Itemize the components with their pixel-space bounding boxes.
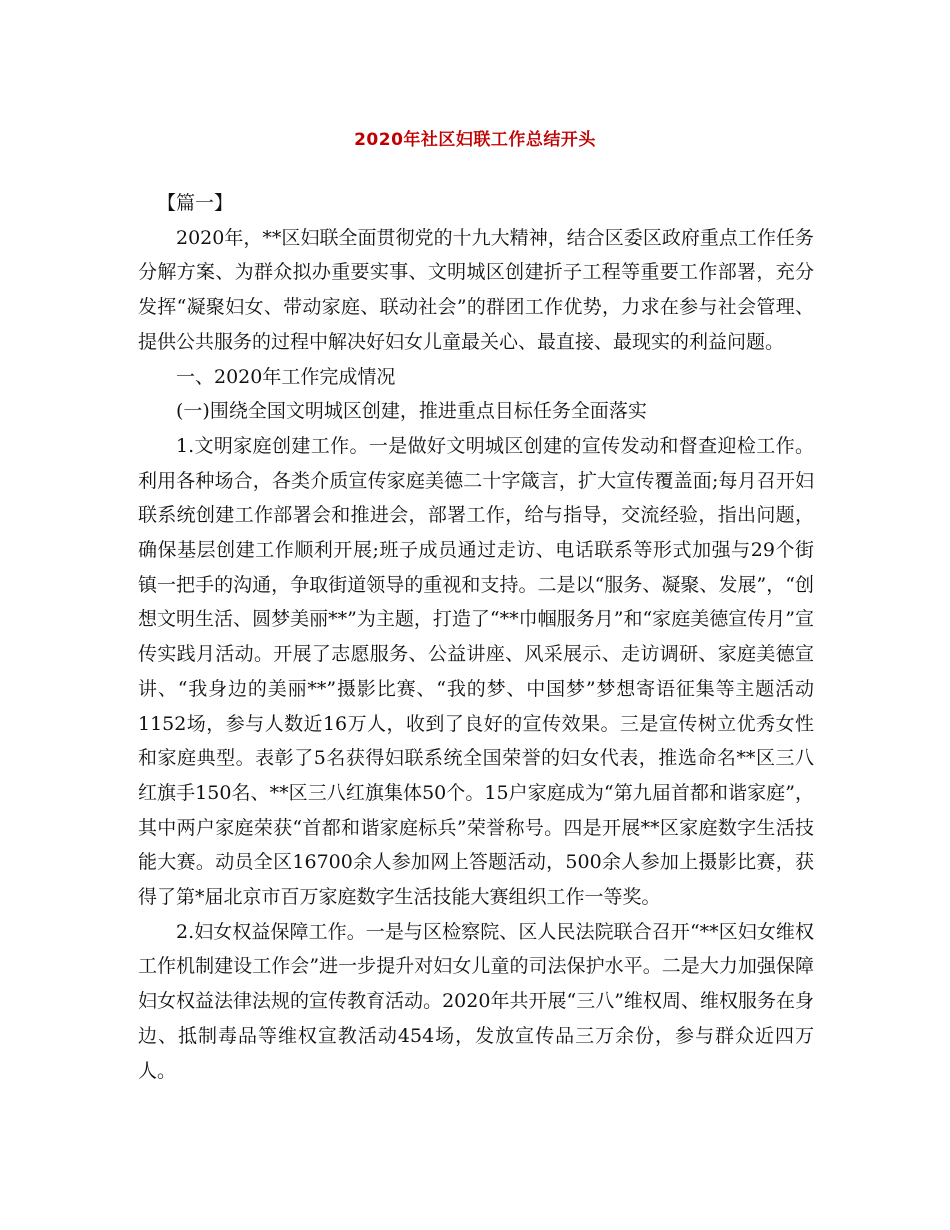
paragraph-rights-protection: 2.妇女权益保障工作。一是与区检察院、区人民法院联合召开“**区妇女维权工作机制建设工作会”进一步提升对妇女儿童的司法保护水平。二是大力加强保障妇女权益法律法规的宣传教育活动。2020年共开展“三八”维权周、维权服务在身边、抵制毒品等维权宣教活动454场，发放宣传品三万余份，参与群众近四万人。: [138, 920, 814, 1082]
heading-work-completion: 一、2020年工作完成情况: [176, 365, 396, 388]
document-body: [138, 186, 814, 1088]
document-title: 2020年社区妇联工作总结开头: [354, 130, 596, 150]
paragraph-family-creation: 1.文明家庭创建工作。一是做好文明城区创建的宣传发动和督查迎检工作。利用各种场合，各类介质宣传家庭美德二十字箴言，扩大宣传覆盖面;每月召开妇联系统创建工作部署会和推进会，部署工作，给与指导，交流经验，指出问题，确保基层创建工作顺利开展;班子成员通过走访、电话联系等形式加强与29个街镇一把手的沟通，争取街道领导的重视和支持。二是以“服务、凝聚、发展”，“创想文明生活、圆梦美丽**”为主题，打造了“**巾帼服务月”和“家庭美德宣传月”宣传实践月活动。开展了志愿服务、公益讲座、风采展示、走访调研、家庭美德宣讲、“我身边的美丽**”摄影比赛、“我的梦、中国梦”梦想寄语征集等主题活动1152场，参与人数近16万人，收到了良好的宣传效果。三是宣传树立优秀女性和家庭典型。表彰了5名获得妇联系统全国荣誉的妇女代表，推选命名**区三八红旗手150名、**区三八红旗集体50个。15户家庭成为“第九届首都和谐家庭”，其中两户家庭荣获“首都和谐家庭标兵”荣誉称号。四是开展**区家庭数字生活技能大赛。动员全区16700余人参加网上答题活动，500余人参加上摄影比赛，获得了第*届北京市百万家庭数字生活技能大赛组织工作一等奖。: [138, 434, 814, 909]
section-label: 【篇一】: [157, 192, 234, 214]
subheading-civilized-city: (一)围绕全国文明城区创建，推进重点目标任务全面落实: [176, 400, 647, 423]
intro-paragraph: 2020年，**区妇联全面贯彻党的十九大精神，结合区委区政府重点工作任务分解方案、为群众拟办重要实事、文明城区创建折子工程等重要工作部署，充分发挥“凝聚妇女、带动家庭、联动社会”的群团工作优势，力求在参与社会管理、提供公共服务的过程中解决好妇女儿童最关心、最直接、最现实的利益问题。: [138, 226, 814, 353]
